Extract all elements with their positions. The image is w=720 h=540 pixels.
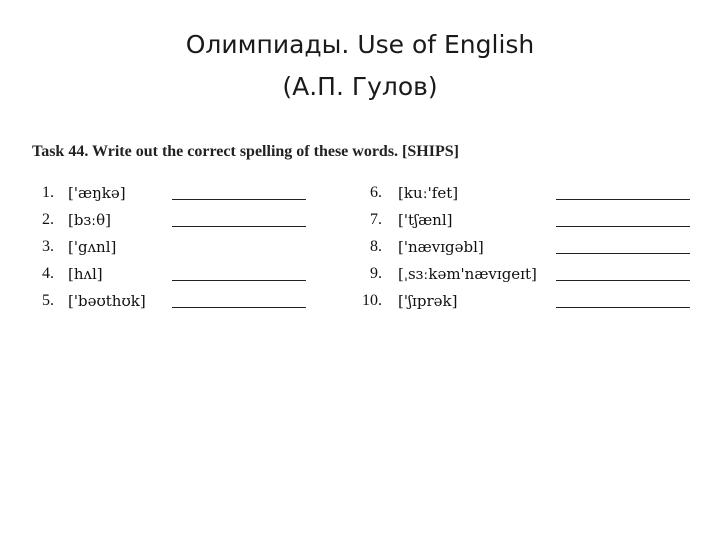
answer-blank-line[interactable] bbox=[556, 226, 690, 227]
item-number: 5. bbox=[42, 292, 54, 309]
transcription: ['tʃænl] bbox=[398, 211, 453, 229]
transcription: ['bəʊthʊk] bbox=[68, 292, 146, 310]
transcription: [ˌsɜːkəm'nævɪgeɪt] bbox=[398, 265, 537, 283]
answer-blank-line[interactable] bbox=[556, 253, 690, 254]
answer-blank-line[interactable] bbox=[172, 226, 306, 227]
transcription: ['nævɪgəbl] bbox=[398, 238, 484, 256]
transcription: ['ʃɪprək] bbox=[398, 292, 458, 310]
item-number: 10. bbox=[362, 292, 382, 309]
item-number: 8. bbox=[370, 238, 382, 255]
item-number: 7. bbox=[370, 211, 382, 228]
item-number: 6. bbox=[370, 184, 382, 201]
answer-blank-line[interactable] bbox=[172, 307, 306, 308]
transcription: ['gʌnl] bbox=[68, 238, 117, 256]
answer-blank-line[interactable] bbox=[172, 280, 306, 281]
transcription: [hʌl] bbox=[68, 265, 103, 283]
answer-blank-line[interactable] bbox=[556, 307, 690, 308]
transcription: ['æŋkə] bbox=[68, 184, 126, 202]
answer-blank-line[interactable] bbox=[172, 199, 306, 200]
transcription: [kuː'fet] bbox=[398, 184, 459, 202]
transcription: [bɜːθ] bbox=[68, 211, 112, 229]
item-number: 1. bbox=[42, 184, 54, 201]
page-subtitle: (А.П. Гулов) bbox=[282, 72, 438, 101]
task-heading: Task 44. Write out the correct spelling of these words. [SHIPS] bbox=[32, 143, 459, 160]
item-number: 4. bbox=[42, 265, 54, 282]
item-number: 2. bbox=[42, 211, 54, 228]
item-number: 3. bbox=[42, 238, 54, 255]
page-title: Олимпиады. Use of English bbox=[185, 30, 535, 59]
answer-blank-line[interactable] bbox=[556, 199, 690, 200]
item-number: 9. bbox=[370, 265, 382, 282]
answer-blank-line[interactable] bbox=[556, 280, 690, 281]
